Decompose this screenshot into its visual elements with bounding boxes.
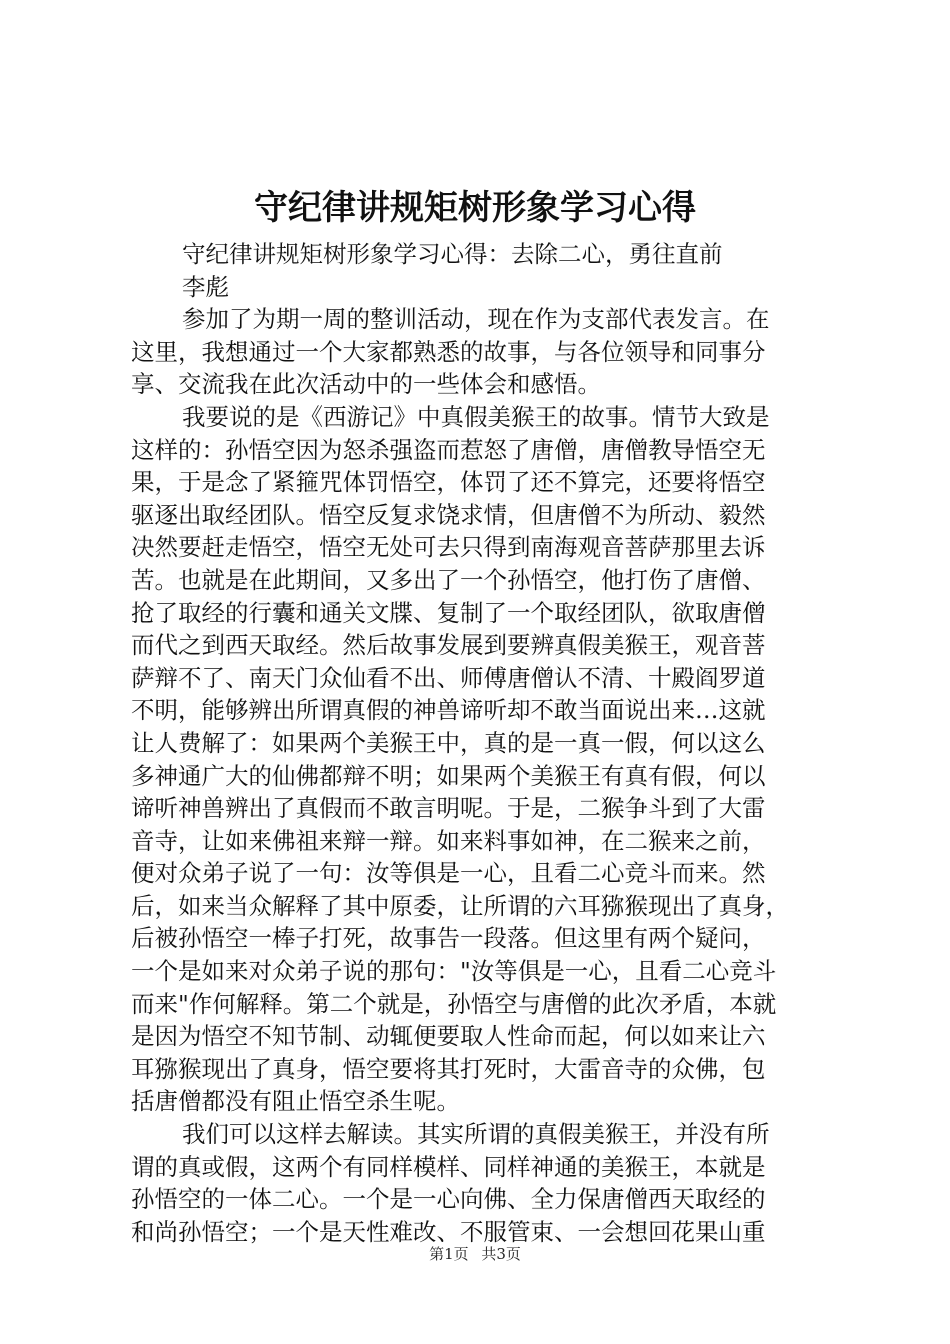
text-line: 参加了为期一周的整训活动，现在作为支部代表发言。在 bbox=[182, 305, 770, 334]
text-line: 守纪律讲规矩树形象学习心得：去除二心，勇往直前 bbox=[182, 240, 723, 268]
text-line: 后，如来当众解释了其中原委，让所谓的六耳猕猴现出了真身， bbox=[131, 891, 789, 920]
text-line: 括唐僧都没有阻止悟空杀生呢。 bbox=[131, 1087, 460, 1116]
text-line: 是因为悟空不知节制、动辄便要取人性命而起，何以如来让六 bbox=[131, 1022, 766, 1051]
text-line: 后被孙悟空一棒子打死，故事告一段落。但这里有两个疑问， bbox=[131, 924, 766, 953]
text-line: 让人费解了：如果两个美猴王中，真的是一真一假，何以这么 bbox=[131, 728, 766, 757]
text-line: 而代之到西天取经。然后故事发展到要辨真假美猴王，观音菩 bbox=[131, 631, 766, 660]
text-line: 果，于是念了紧箍咒体罚悟空，体罚了还不算完，还要将悟空 bbox=[131, 468, 766, 497]
text-line: 孙悟空的一体二心。一个是一心向佛、全力保唐僧西天取经的 bbox=[131, 1185, 766, 1214]
text-line: 不明，能够辨出所谓真假的神兽谛听却不敢当面说出来…这就 bbox=[131, 696, 766, 725]
document-title: 守纪律讲规矩树形象学习心得 bbox=[254, 188, 696, 228]
document-body bbox=[131, 238, 836, 1248]
text-line: 驱逐出取经团队。悟空反复求饶求情，但唐僧不为所动、毅然 bbox=[131, 500, 766, 529]
text-line: 享、交流我在此次活动中的一些体会和感悟。 bbox=[131, 370, 601, 399]
page-total: 共3页 bbox=[481, 1245, 521, 1263]
text-line: 李彪 bbox=[182, 272, 229, 301]
text-line: 决然要赶走悟空，悟空无处可去只得到南海观音菩萨那里去诉 bbox=[131, 533, 766, 562]
text-line: 多神通广大的仙佛都辩不明；如果两个美猴王有真有假，何以 bbox=[131, 761, 766, 790]
text-line: 和尚孙悟空；一个是天性难改、不服管束、一会想回花果山重 bbox=[131, 1217, 766, 1246]
text-line: 音寺，让如来佛祖来辩一辩。如来料事如神，在二猴来之前， bbox=[131, 826, 766, 855]
text-line: 谛听神兽辨出了真假而不敢言明呢。于是，二猴争斗到了大雷 bbox=[131, 794, 766, 823]
text-line: 我要说的是《西游记》中真假美猴王的故事。情节大致是 bbox=[182, 402, 770, 431]
text-line: 我们可以这样去解读。其实所谓的真假美猴王，并没有所 bbox=[182, 1120, 770, 1149]
text-line: 苦。也就是在此期间，又多出了一个孙悟空，他打伤了唐僧、 bbox=[131, 565, 766, 594]
text-line: 这里，我想通过一个大家都熟悉的故事，与各位领导和同事分 bbox=[131, 337, 766, 366]
page-number: 第1页 bbox=[429, 1245, 469, 1263]
text-line: 谓的真或假，这两个有同样模样、同样神通的美猴王，本就是 bbox=[131, 1152, 766, 1181]
text-line: 而来"作何解释。第二个就是，孙悟空与唐僧的此次矛盾，本就 bbox=[131, 989, 777, 1018]
text-line: 萨辩不了、南天门众仙看不出、师傅唐僧认不清、十殿阎罗道 bbox=[131, 663, 766, 692]
text-line: 抢了取经的行囊和通关文牒、复制了一个取经团队，欲取唐僧 bbox=[131, 598, 766, 627]
text-line: 便对众弟子说了一句：汝等俱是一心，且看二心竞斗而来。然 bbox=[131, 859, 766, 888]
page-footer bbox=[0, 1244, 950, 1264]
text-line: 这样的：孙悟空因为怒杀强盗而惹怒了唐僧，唐僧教导悟空无 bbox=[131, 435, 766, 464]
text-line: 耳猕猴现出了真身，悟空要将其打死时，大雷音寺的众佛，包 bbox=[131, 1054, 766, 1083]
text-line: 一个是如来对众弟子说的那句："汝等俱是一心，且看二心竞斗 bbox=[131, 957, 777, 986]
